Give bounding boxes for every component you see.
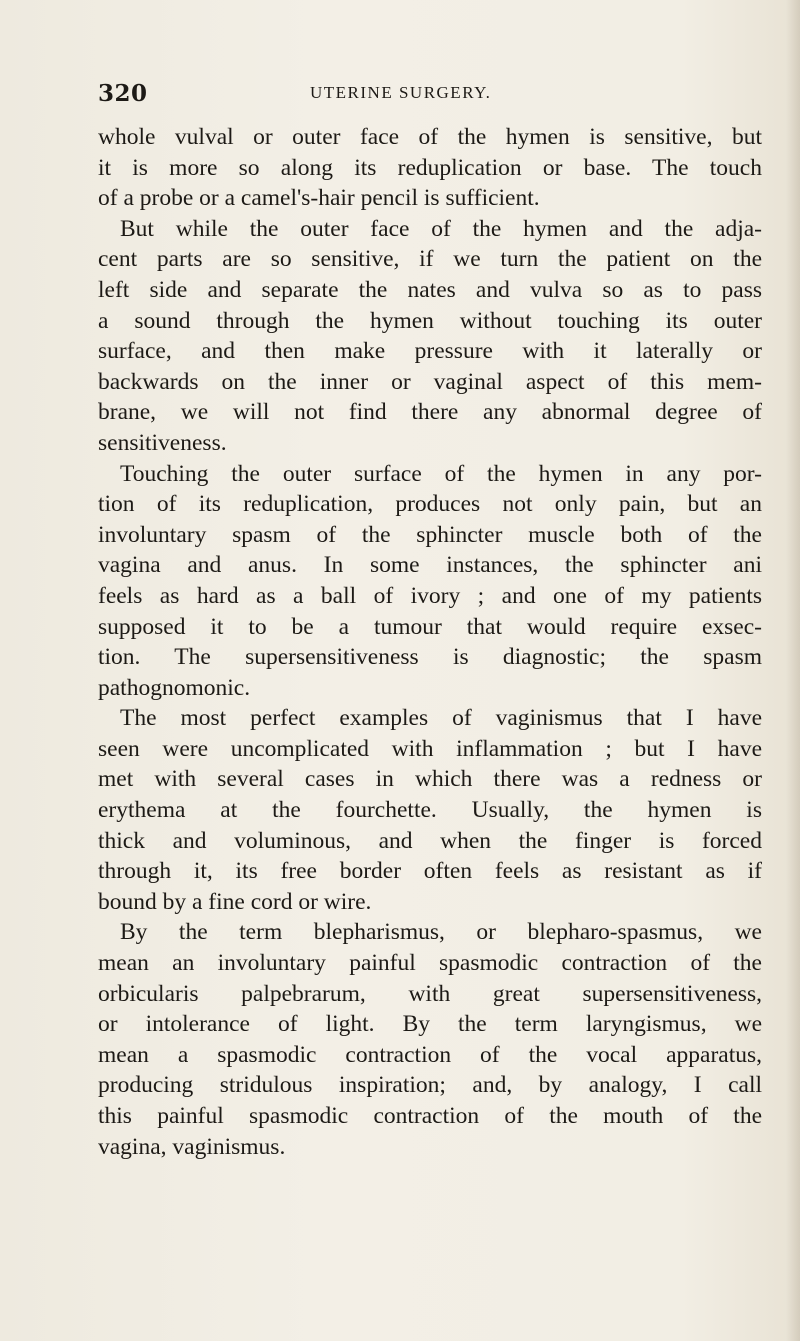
text-line: feels as hard as a ball of ivory ; and one of my patients bbox=[98, 582, 762, 609]
running-head bbox=[98, 80, 738, 110]
text-line: left side and separate the nates and vulva so as to pass bbox=[98, 276, 762, 303]
text-line: a sound through the hymen without touching its outer bbox=[98, 307, 762, 334]
text-line: vagina, vaginismus. bbox=[98, 1133, 286, 1160]
text-line: pathognomonic. bbox=[98, 674, 251, 701]
body-text bbox=[98, 122, 762, 1162]
paragraph-start-line: The most perfect examples of vaginismus that I have bbox=[120, 705, 762, 732]
text-line: or intolerance of light. By the term laryngismus, we bbox=[98, 1011, 762, 1038]
text-line: met with several cases in which there was a redness or bbox=[98, 766, 762, 793]
paragraph-start-line: By the term blepharismus, or blepharo-spasmus, we bbox=[120, 919, 762, 946]
text-line: cent parts are so sensitive, if we turn the patient on the bbox=[98, 246, 762, 273]
text-line: orbicularis palpebrarum, with great supersensitiveness, bbox=[98, 980, 762, 1007]
text-line: surface, and then make pressure with it laterally or bbox=[98, 338, 762, 365]
text-line: brane, we will not find there any abnormal degree of bbox=[98, 399, 762, 426]
running-title: UTERINE SURGERY. bbox=[310, 83, 492, 102]
page-number: 320 bbox=[98, 80, 148, 107]
text-line: vagina and anus. In some instances, the sphincter ani bbox=[98, 552, 762, 579]
text-line: involuntary spasm of the sphincter muscle both of the bbox=[98, 521, 762, 548]
text-line: whole vulval or outer face of the hymen is sensitive, but bbox=[98, 124, 762, 150]
paragraph-start-line: Touching the outer surface of the hymen in any por- bbox=[120, 460, 762, 487]
text-line: bound by a fine cord or wire. bbox=[98, 888, 372, 915]
text-line: of a probe or a camel's-hair pencil is sufficient. bbox=[98, 185, 540, 212]
text-line: erythema at the fourchette. Usually, the hymen is bbox=[98, 797, 762, 824]
text-line: seen were uncomplicated with inflammation ; but I have bbox=[98, 735, 762, 762]
text-line: producing stridulous inspiration; and, by analogy, I call bbox=[98, 1072, 762, 1099]
text-line: this painful spasmodic contraction of the mouth of the bbox=[98, 1103, 762, 1129]
text-line: sensitiveness. bbox=[98, 429, 227, 456]
text-line: supposed it to be a tumour that would require exsec- bbox=[98, 613, 762, 640]
text-line: through it, its free border often feels as resistant as if bbox=[98, 858, 762, 885]
page-edge-shadow bbox=[786, 0, 800, 1341]
text-line: tion. The supersensitiveness is diagnostic; the spasm bbox=[98, 644, 762, 671]
text-line: it is more so along its reduplication or base. The touch bbox=[98, 154, 762, 181]
text-line: backwards on the inner or vaginal aspect of this mem- bbox=[98, 368, 762, 395]
text-line: mean a spasmodic contraction of the vocal apparatus, bbox=[98, 1041, 762, 1068]
text-line: mean an involuntary painful spasmodic contraction of the bbox=[98, 950, 762, 977]
text-line: thick and voluminous, and when the finger is forced bbox=[98, 827, 762, 854]
text-line: tion of its reduplication, produces not only pain, but an bbox=[98, 491, 762, 518]
paragraph-start-line: But while the outer face of the hymen and the adja- bbox=[120, 215, 762, 242]
